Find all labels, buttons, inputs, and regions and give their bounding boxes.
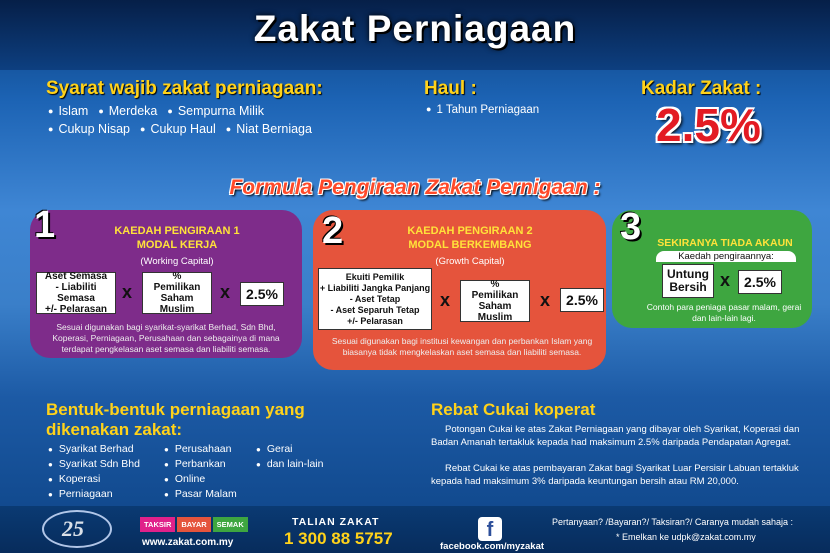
kaedah-2-heading <box>370 224 570 252</box>
kaedah-3-rate: 2.5% <box>738 270 782 294</box>
kaedah-2-formula-b: % Pemilikan Saham Muslim <box>460 280 530 322</box>
bentuk-heading-line2: dikenakan zakat: <box>46 420 183 439</box>
list-item: ● Online <box>164 472 237 487</box>
formula-title: Formula Pengiraan Zakat Pernigaan : <box>229 176 601 199</box>
syarat-item: ● Cukup Nisap <box>48 122 130 136</box>
kadar-value: 2.5% <box>656 99 761 151</box>
kaedah-3-formula-a: Untung Bersih <box>662 264 714 298</box>
haul-heading: Haul : <box>424 78 477 99</box>
list-item: ● Pasar Malam <box>164 487 237 502</box>
kaedah-2-line1: KAEDAH PENGIRAAN 2 <box>407 225 533 237</box>
list-item: ● Perniagaan <box>48 487 140 502</box>
list-item: ● dan lain-lain <box>256 457 323 472</box>
logo-text: 25 <box>62 516 84 541</box>
talian-label: TALIAN ZAKAT <box>292 516 380 528</box>
facebook-icon[interactable]: f <box>478 517 502 541</box>
bentuk-col-1 <box>48 442 140 502</box>
kaedah-1-line1: KAEDAH PENGIRAAN 1 <box>114 225 240 237</box>
syarat-list <box>48 104 312 140</box>
list-item: ● Syarikat Sdn Bhd <box>48 457 140 472</box>
website-link[interactable]: www.zakat.com.my <box>142 537 234 548</box>
list-item: ● Perusahaan <box>164 442 237 457</box>
anniversary-logo <box>42 510 112 548</box>
list-item: ● Gerai <box>256 442 323 457</box>
kaedah-1-note: Sesuai digunakan bagi syarikat-syarikat Berhad, Sdn Bhd, Koperasi, Perniagaan, Perusahaan dan sebagainya di mana terdapat pengkelasan aset semasa dan liabiliti semasa. <box>52 322 280 354</box>
kaedah-3-multiply: x <box>720 270 731 290</box>
kaedah-1-sub: (Working Capital) <box>140 256 214 267</box>
rebat-heading: Rebat Cukai koperat <box>431 400 596 419</box>
kadar-heading: Kadar Zakat : <box>641 78 762 99</box>
page-title: Zakat Perniagaan <box>253 8 577 49</box>
haul-list <box>426 104 539 120</box>
kaedah-3-heading: SEKIRANYA TIADA AKAUN <box>657 237 793 249</box>
rebat-p2: Rebat Cukai ke atas pembayaran Zakat bagi Syarikat Luar Persisir Labuan tertakluk kepada had maksimum 3% daripada keuntungan bersih atau RM 20,000. <box>431 463 799 487</box>
kaedah-2-multiply: x <box>440 290 451 310</box>
list-item: ● Koperasi <box>48 472 140 487</box>
kaedah-1-heading <box>92 224 262 252</box>
syarat-item: ● Niat Berniaga <box>226 122 312 136</box>
kaedah-1-number: 1 <box>34 204 56 246</box>
kaedah-3-number: 3 <box>620 206 642 248</box>
service-pills <box>140 517 248 532</box>
semak-link[interactable]: SEMAK <box>213 517 248 532</box>
bentuk-heading <box>46 400 305 440</box>
facebook-link[interactable]: facebook.com/myzakat <box>440 541 545 552</box>
syarat-heading: Syarat wajib zakat perniagaan: <box>46 78 323 99</box>
syarat-item: ● Cukup Haul <box>140 122 216 136</box>
kaedah-3-sub: Kaedah pengiraannya: <box>656 251 796 262</box>
email-link[interactable]: * Emelkan ke udpk@zakat.com.my <box>616 532 756 542</box>
footer <box>0 506 830 553</box>
taksir-link[interactable]: TAKSIR <box>140 517 175 532</box>
kaedah-2-number: 2 <box>322 210 344 252</box>
rebat-p1: Potongan Cukai ke atas Zakat Perniagaan yang dibayar oleh Syarikat, Koperasi dan Badan Amanah tertakluk kepada had maksimum 2.5% daripada Pendapatan Agregat. <box>431 424 800 448</box>
kaedah-1-line2: MODAL KERJA <box>136 239 218 251</box>
syarat-item: ● Merdeka <box>98 104 157 118</box>
kaedah-1-rate: 2.5% <box>240 282 284 306</box>
list-item: ● Perbankan <box>164 457 237 472</box>
kaedah-2-line2: MODAL BERKEMBANG <box>408 239 532 251</box>
list-item: ● Syarikat Berhad <box>48 442 140 457</box>
kaedah-2-rate: 2.5% <box>560 288 604 312</box>
haul-item: ● 1 Tahun Perniagaan <box>426 104 539 116</box>
kaedah-2-note: Sesuai digunakan bagi institusi kewangan dan perbankan Islam yang biasanya tidak mengkelaskan aset semasa dan liabiliti semasa. <box>331 336 593 357</box>
kaedah-2-multiply-2: x <box>540 290 551 310</box>
syarat-item: ● Islam <box>48 104 88 118</box>
kaedah-2-sub: (Growth Capital) <box>435 256 505 267</box>
bentuk-col-3 <box>256 442 323 472</box>
kaedah-1-multiply-2: x <box>220 282 231 302</box>
syarat-item: ● Sempurna Milik <box>167 104 264 118</box>
kaedah-1-formula-b: % Pemilikan Saham Muslim <box>142 272 212 314</box>
bayar-link[interactable]: BAYAR <box>177 517 210 532</box>
bentuk-col-2 <box>164 442 237 502</box>
contact-question: Pertanyaan? /Bayaran?/ Taksiran?/ Caranya mudah sahaja : <box>552 517 793 527</box>
kaedah-1-multiply: x <box>122 282 133 302</box>
kaedah-2-formula-a: Ekuiti Pemilik + Liabiliti Jangka Panjang - Aset Tetap - Aset Separuh Tetap +/- Pelarasan <box>318 268 432 330</box>
bentuk-heading-line1: Bentuk-bentuk perniagaan yang <box>46 400 305 419</box>
talian-number[interactable]: 1 300 88 5757 <box>284 529 393 548</box>
kaedah-1-formula-a: Aset Semasa - Liabiliti Semasa +/- Pelarasan <box>36 272 116 314</box>
kaedah-3-note: Contoh para peniaga pasar malam, gerai dan lain-lain lagi. <box>646 302 802 323</box>
